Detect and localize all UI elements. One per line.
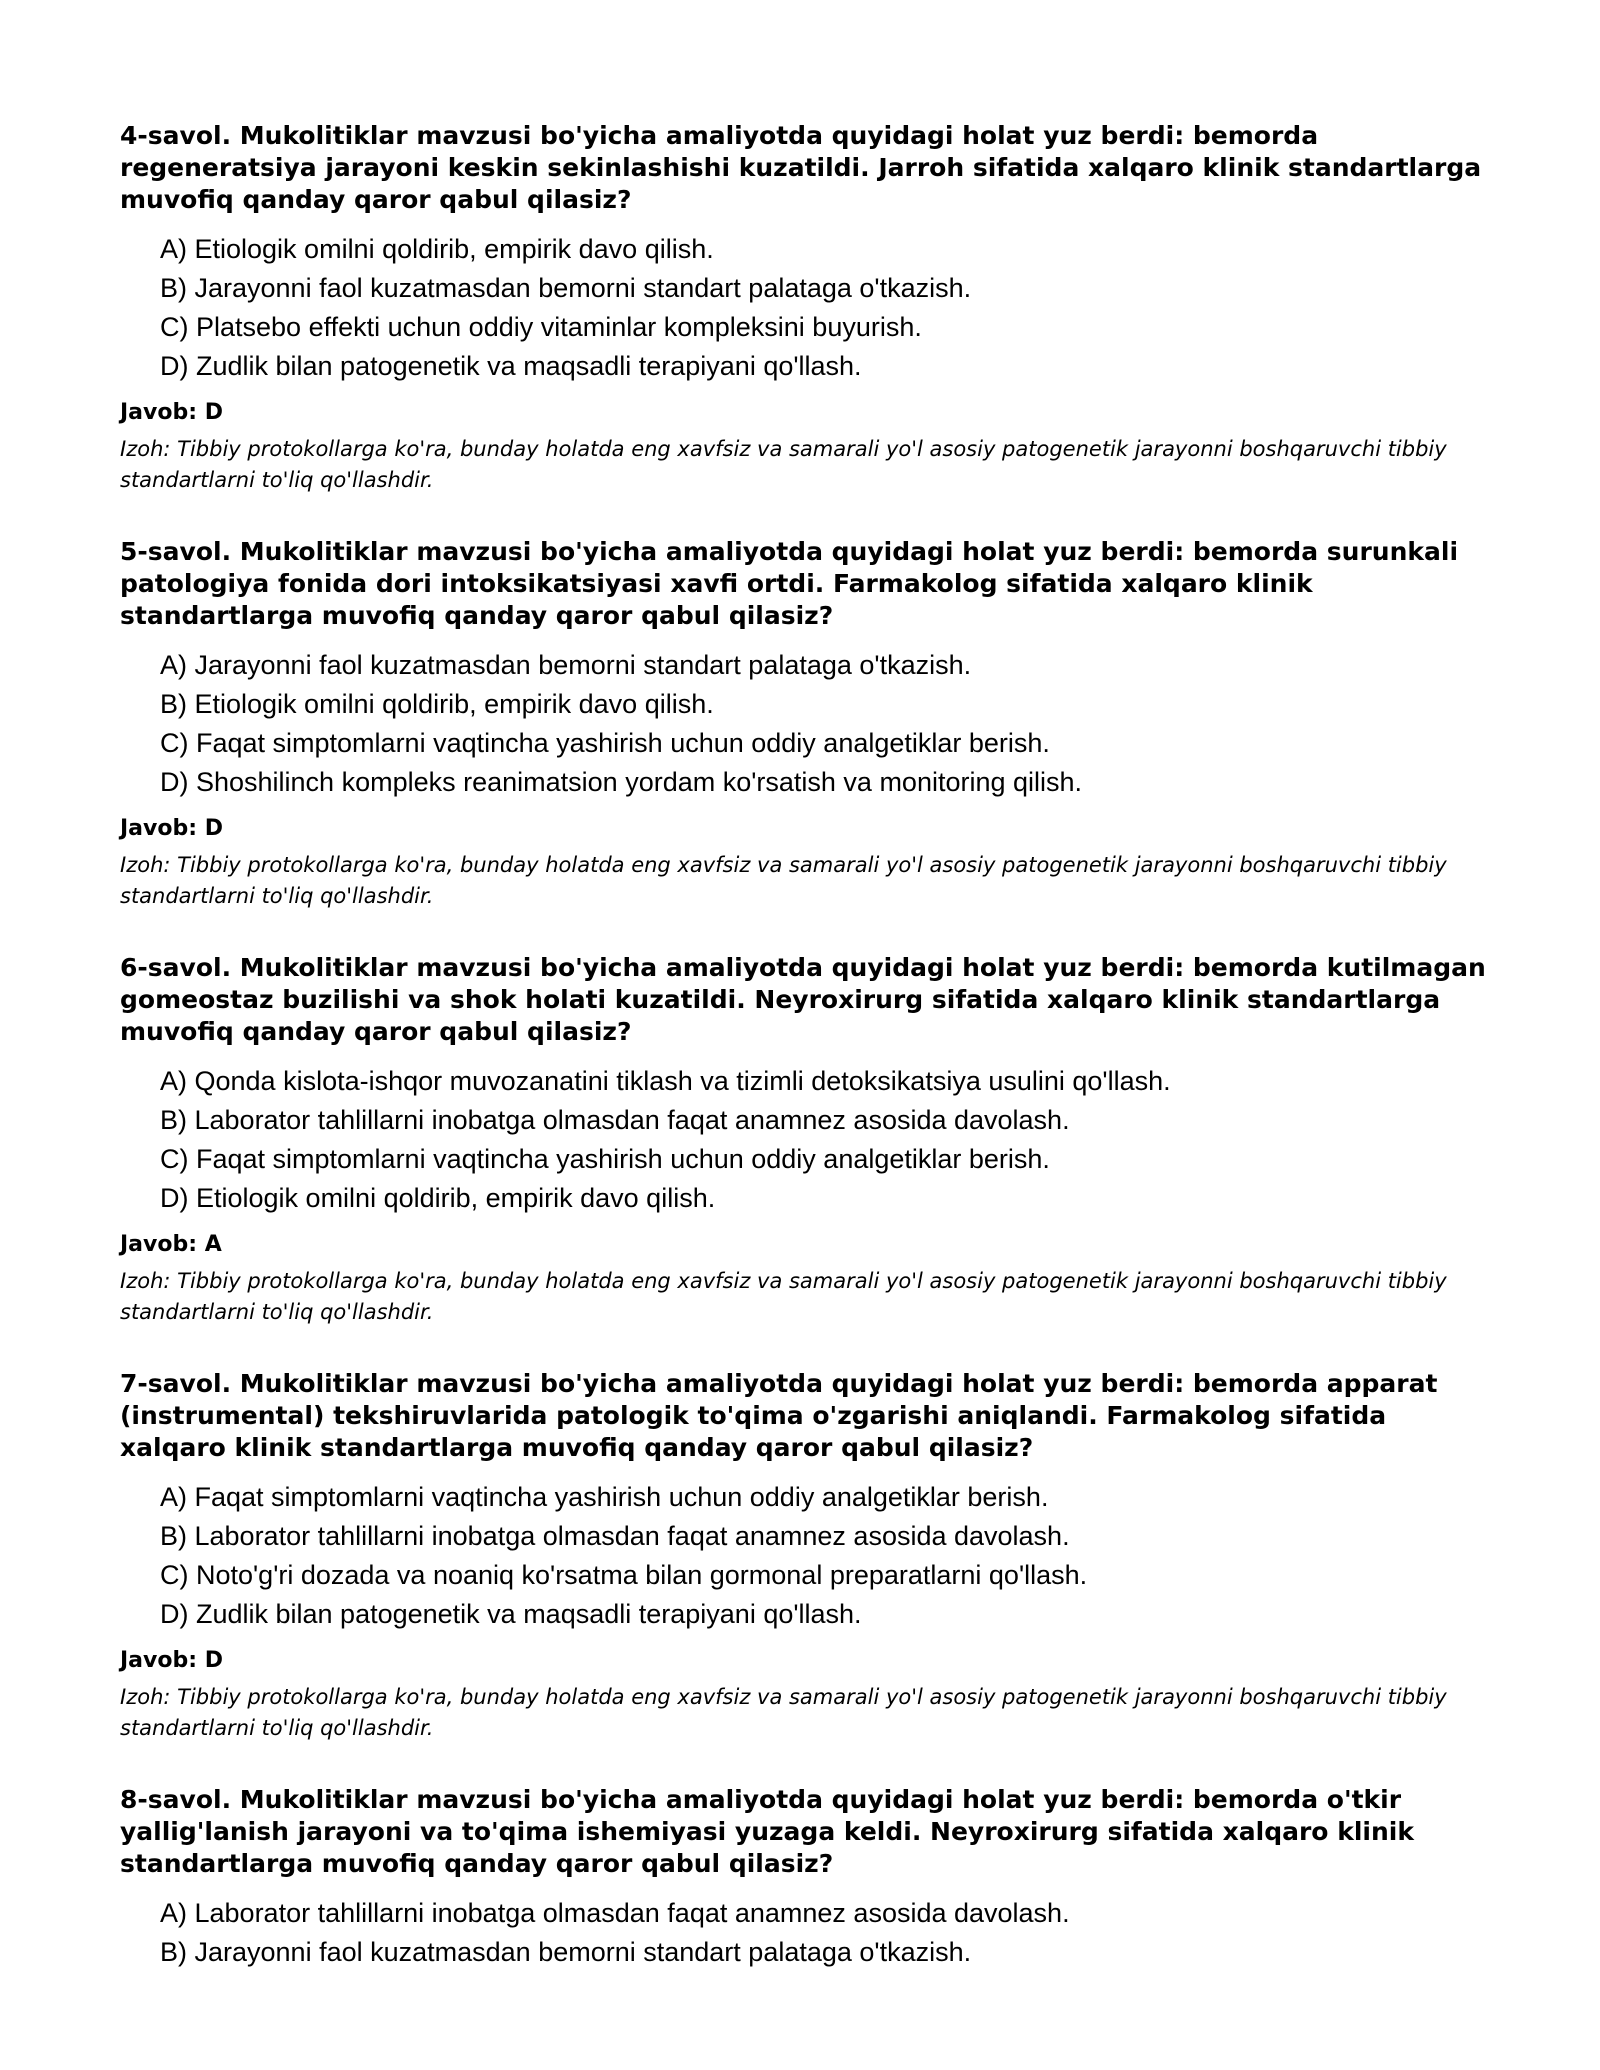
option-a: A) Jarayonni faol kuzatmasdan bemorni standart palataga o'tkazish. xyxy=(160,650,972,680)
option-c: C) Faqat simptomlarni vaqtincha yashirish uchun oddiy analgetiklar berish. xyxy=(160,728,1050,758)
explanation-note: Izoh: Tibbiy protokollarga ko'ra, bunday holatda eng xavfsiz va samarali yo'l asosiy patogenetik jarayonni boshqaruvchi tibbiy standartlarni to'liq qo'llashdir. xyxy=(120,1269,1447,1324)
option-c: C) Faqat simptomlarni vaqtincha yashirish uchun oddiy analgetiklar berish. xyxy=(160,1144,1050,1174)
option-d: D) Zudlik bilan patogenetik va maqsadli terapiyani qo'llash. xyxy=(160,1599,862,1629)
option-d: D) Zudlik bilan patogenetik va maqsadli terapiyani qo'llash. xyxy=(160,351,862,381)
option-list xyxy=(120,646,1500,802)
question-title: 5-savol. Mukolitiklar mavzusi bo'yicha amaliyotda quyidagi holat yuz berdi: bemorda surunkali patologiya fonida dori intoksikatsiyasi xavfi ortdi. Farmakolog sifatida xalqaro klinik standartlarga muvofiq qanday qaror qabul qilasiz? xyxy=(120,537,1459,630)
option-d: D) Shoshilinch kompleks reanimatsion yordam ko'rsatish va monitoring qilish. xyxy=(160,767,1083,797)
answer-label: Javob: D xyxy=(120,1648,223,1673)
option-a: A) Qonda kislota-ishqor muvozanatini tiklash va tizimli detoksikatsiya usulini qo'llash. xyxy=(160,1066,1171,1096)
option-list xyxy=(120,1062,1500,1218)
answer-label: Javob: A xyxy=(120,1232,222,1257)
option-list xyxy=(120,230,1500,386)
answer-label: Javob: D xyxy=(120,816,223,841)
explanation-note: Izoh: Tibbiy protokollarga ko'ra, bunday holatda eng xavfsiz va samarali yo'l asosiy patogenetik jarayonni boshqaruvchi tibbiy standartlarni to'liq qo'llashdir. xyxy=(120,853,1447,908)
option-list xyxy=(120,1478,1500,1634)
question-block xyxy=(120,1784,1500,1972)
option-b: B) Jarayonni faol kuzatmasdan bemorni standart palataga o'tkazish. xyxy=(160,273,972,303)
question-title: 7-savol. Mukolitiklar mavzusi bo'yicha amaliyotda quyidagi holat yuz berdi: bemorda apparat (instrumental) tekshiruvlarida patologik to'qima o'zgarishi aniqlandi. Farmakolog sifatida xalqaro klinik standartlarga muvofiq qanday qaror qabul qilasiz? xyxy=(120,1369,1438,1462)
question-block xyxy=(120,1368,1500,1744)
explanation-note: Izoh: Tibbiy protokollarga ko'ra, bunday holatda eng xavfsiz va samarali yo'l asosiy patogenetik jarayonni boshqaruvchi tibbiy standartlarni to'liq qo'llashdir. xyxy=(120,1685,1447,1740)
answer-label: Javob: D xyxy=(120,400,223,425)
question-block xyxy=(120,536,1500,912)
option-a: A) Faqat simptomlarni vaqtincha yashirish uchun oddiy analgetiklar berish. xyxy=(160,1482,1049,1512)
option-b: B) Laborator tahlillarni inobatga olmasdan faqat anamnez asosida davolash. xyxy=(160,1521,1070,1551)
question-title: 4-savol. Mukolitiklar mavzusi bo'yicha amaliyotda quyidagi holat yuz berdi: bemorda regeneratsiya jarayoni keskin sekinlashishi kuzatildi. Jarroh sifatida xalqaro klinik standartlarga muvofiq qanday qaror qabul qilasiz? xyxy=(120,121,1482,214)
question-title: 6-savol. Mukolitiklar mavzusi bo'yicha amaliyotda quyidagi holat yuz berdi: bemorda kutilmagan gomeostaz buzilishi va shok holati kuzatildi. Neyroxirurg sifatida xalqaro klinik standartlarga muvofiq qanday qaror qabul qilasiz? xyxy=(120,953,1486,1046)
question-block xyxy=(120,952,1500,1328)
option-a: A) Laborator tahlillarni inobatga olmasdan faqat anamnez asosida davolash. xyxy=(160,1898,1070,1928)
option-c: C) Platsebo effekti uchun oddiy vitaminlar kompleksini buyurish. xyxy=(160,312,922,342)
document-page xyxy=(120,120,1500,2012)
option-b: B) Laborator tahlillarni inobatga olmasdan faqat anamnez asosida davolash. xyxy=(160,1105,1070,1135)
option-d: D) Etiologik omilni qoldirib, empirik davo qilish. xyxy=(160,1183,716,1213)
option-b: B) Jarayonni faol kuzatmasdan bemorni standart palataga o'tkazish. xyxy=(160,1937,972,1967)
option-list xyxy=(120,1894,1500,1972)
question-block xyxy=(120,120,1500,496)
option-b: B) Etiologik omilni qoldirib, empirik davo qilish. xyxy=(160,689,714,719)
question-title: 8-savol. Mukolitiklar mavzusi bo'yicha amaliyotda quyidagi holat yuz berdi: bemorda o'tkir yallig'lanish jarayoni va to'qima ishemiyasi yuzaga keldi. Neyroxirurg sifatida xalqaro klinik standartlarga muvofiq qanday qaror qabul qilasiz? xyxy=(120,1785,1414,1878)
explanation-note: Izoh: Tibbiy protokollarga ko'ra, bunday holatda eng xavfsiz va samarali yo'l asosiy patogenetik jarayonni boshqaruvchi tibbiy standartlarni to'liq qo'llashdir. xyxy=(120,437,1447,492)
option-a: A) Etiologik omilni qoldirib, empirik davo qilish. xyxy=(160,234,714,264)
option-c: C) Noto'g'ri dozada va noaniq ko'rsatma bilan gormonal preparatlarni qo'llash. xyxy=(160,1560,1088,1590)
